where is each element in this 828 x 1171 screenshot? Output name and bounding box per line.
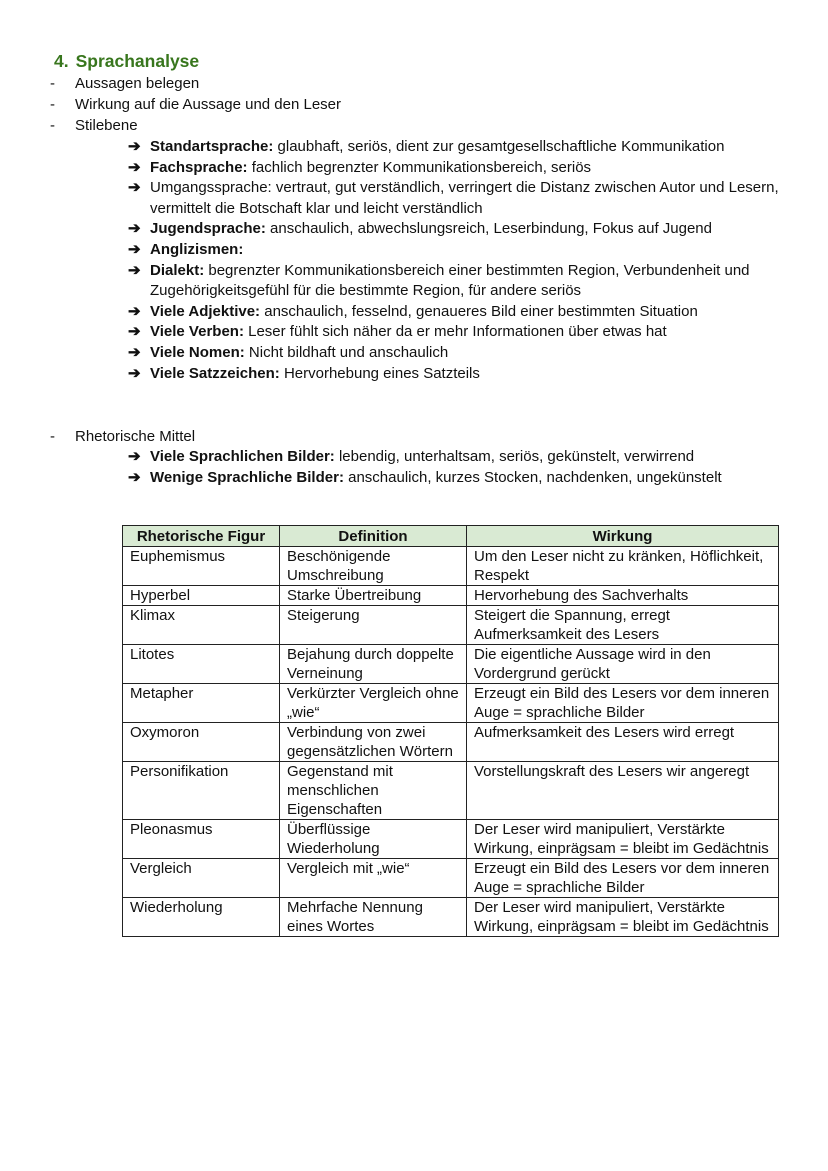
item-term: Viele Sprachlichen Bilder: [150,448,335,465]
table-cell: Wiederholung [123,898,280,937]
table-cell: Personifikation [123,762,280,820]
table-cell: Metapher [123,684,280,723]
item-text: anschaulich, fesselnd, genaueres Bild einer bestimmten Situation [260,302,698,320]
table-cell: Hervorhebung des Sachverhalts [467,586,779,606]
table-cell: Vergleich [123,859,280,898]
item-term: Viele Adjektive: [150,302,261,320]
item-term: Anglizismen: [150,240,244,258]
rhetorik-list [128,447,788,488]
table-cell: Steigert die Spannung, erregt Aufmerksamkeit des Lesers [467,606,779,645]
list-item [128,240,788,261]
table-cell: Der Leser wird manipuliert, Verstärkte Wirkung, einprägsam = bleibt im Gedächtnis [467,898,779,937]
table-row [123,762,779,820]
table-cell: Verkürzter Vergleich ohne „wie“ [280,684,467,723]
right-arrow-icon: ➔ [128,323,141,341]
list-item [128,468,788,489]
right-arrow-icon: ➔ [128,343,141,361]
table-row [123,586,779,606]
item-text: begrenzter Kommunikationsbereich einer bestimmten Region, Verbundenheit und Zugehörigkeitsgefühl für die bestimmte Region, für andere seriös [150,261,750,300]
table-cell: Hyperbel [123,586,280,606]
item-text: glaubhaft, seriös, dient zur gesamtgesellschaftliche Kommunikation [273,138,725,155]
table-cell: Vorstellungskraft des Lesers wir angeregt [467,762,779,820]
right-arrow-icon: ➔ [128,240,141,258]
item-term: Viele Nomen: [150,343,245,361]
table-row [123,723,779,762]
table-cell: Pleonasmus [123,820,280,859]
right-arrow-icon: ➔ [128,138,141,155]
bullet-item [50,427,195,447]
right-arrow-icon: ➔ [128,158,141,176]
item-term: Dialekt: [150,261,205,279]
item-text: Hervorhebung eines Satzteils [279,364,480,382]
item-text: anschaulich, kurzes Stocken, nachdenken, ungekünstelt [343,468,722,486]
bullet-text: Stilebene [75,117,138,134]
dash-bullet-icon: - [50,96,55,113]
table-row [123,820,779,859]
table-header-row [123,526,779,547]
bullet-item [50,74,199,94]
list-item [128,261,788,302]
table-row [123,645,779,684]
table-cell: Erzeugt ein Bild des Lesers vor dem inneren Auge = sprachliche Bilder [467,684,779,723]
list-item [128,302,788,323]
table-cell: Mehrfache Nennung eines Wortes [280,898,467,937]
bullet-item [50,95,341,115]
dash-bullet-icon: - [50,428,55,445]
list-item [128,343,788,364]
table-cell: Vergleich mit „wie“ [280,859,467,898]
table-cell: Um den Leser nicht zu kränken, Höflichkeit, Respekt [467,547,779,586]
item-term: Wenige Sprachliche Bilder: [150,468,344,486]
table-cell: Euphemismus [123,547,280,586]
right-arrow-icon: ➔ [128,261,141,279]
table-cell: Die eigentliche Aussage wird in den Vordergrund gerückt [467,645,779,684]
rhetorical-figures-table [122,525,779,937]
section-title: Sprachanalyse [75,51,200,71]
item-term: Viele Verben: [150,323,244,341]
item-text: lebendig, unterhaltsam, seriös, gekünstelt, verwirrend [334,448,695,465]
item-text: fachlich begrenzter Kommunikationsbereich, seriös [247,158,592,176]
list-item [128,137,788,158]
bullet-text: Aussagen belegen [75,75,200,92]
table-cell: Klimax [123,606,280,645]
bullet-item [50,116,138,136]
table-row [123,547,779,586]
right-arrow-icon: ➔ [128,364,141,382]
column-header: Definition [280,526,467,547]
table-cell: Oxymoron [123,723,280,762]
table-cell: Beschönigende Umschreibung [280,547,467,586]
table-row [123,859,779,898]
table-cell: Aufmerksamkeit des Lesers wird erregt [467,723,779,762]
item-term: Fachsprache: [150,158,248,176]
table-row [123,606,779,645]
bullet-text: Wirkung auf die Aussage und den Leser [75,96,342,113]
table-cell: Gegenstand mit menschlichen Eigenschaften [280,762,467,820]
table-cell: Verbindung von zwei gegensätzlichen Wörtern [280,723,467,762]
right-arrow-icon: ➔ [128,468,141,486]
list-item [128,178,788,219]
table-cell: Bejahung durch doppelte Verneinung [280,645,467,684]
list-item [128,364,788,385]
section-number: 4. [54,51,69,71]
table-cell: Der Leser wird manipuliert, Verstärkte Wirkung, einprägsam = bleibt im Gedächtnis [467,820,779,859]
dash-bullet-icon: - [50,117,55,134]
table-cell: Starke Übertreibung [280,586,467,606]
table-row [123,684,779,723]
table-cell: Erzeugt ein Bild des Lesers vor dem inneren Auge = sprachliche Bilder [467,859,779,898]
list-item [128,219,788,240]
stilebene-list [128,137,788,384]
table-cell: Überflüssige Wiederholung [280,820,467,859]
item-text: anschaulich, abwechslungsreich, Leserbindung, Fokus auf Jugend [265,220,712,238]
right-arrow-icon: ➔ [128,179,141,197]
dash-bullet-icon: - [50,75,55,92]
column-header: Rhetorische Figur [123,526,280,547]
item-text: Nicht bildhaft und anschaulich [244,343,449,361]
column-header: Wirkung [467,526,779,547]
right-arrow-icon: ➔ [128,302,141,320]
item-text: Umgangssprache: vertraut, gut verständlich, verringert die Distanz zwischen Autor und Lesern, vermittelt die Botschaft klar und leicht verständlich [150,179,779,217]
right-arrow-icon: ➔ [128,220,141,238]
right-arrow-icon: ➔ [128,448,141,465]
list-item [128,447,788,468]
table-cell: Litotes [123,645,280,684]
list-item [128,322,788,343]
item-term: Viele Satzzeichen: [150,364,280,382]
table-cell: Steigerung [280,606,467,645]
section-heading [54,50,199,72]
item-term: Jugendsprache: [150,220,266,238]
table-row [123,898,779,937]
item-text: Leser fühlt sich näher da er mehr Informationen über etwas hat [243,323,667,341]
item-term: Standartsprache: [150,138,274,155]
bullet-text: Rhetorische Mittel [75,428,196,445]
list-item [128,158,788,179]
